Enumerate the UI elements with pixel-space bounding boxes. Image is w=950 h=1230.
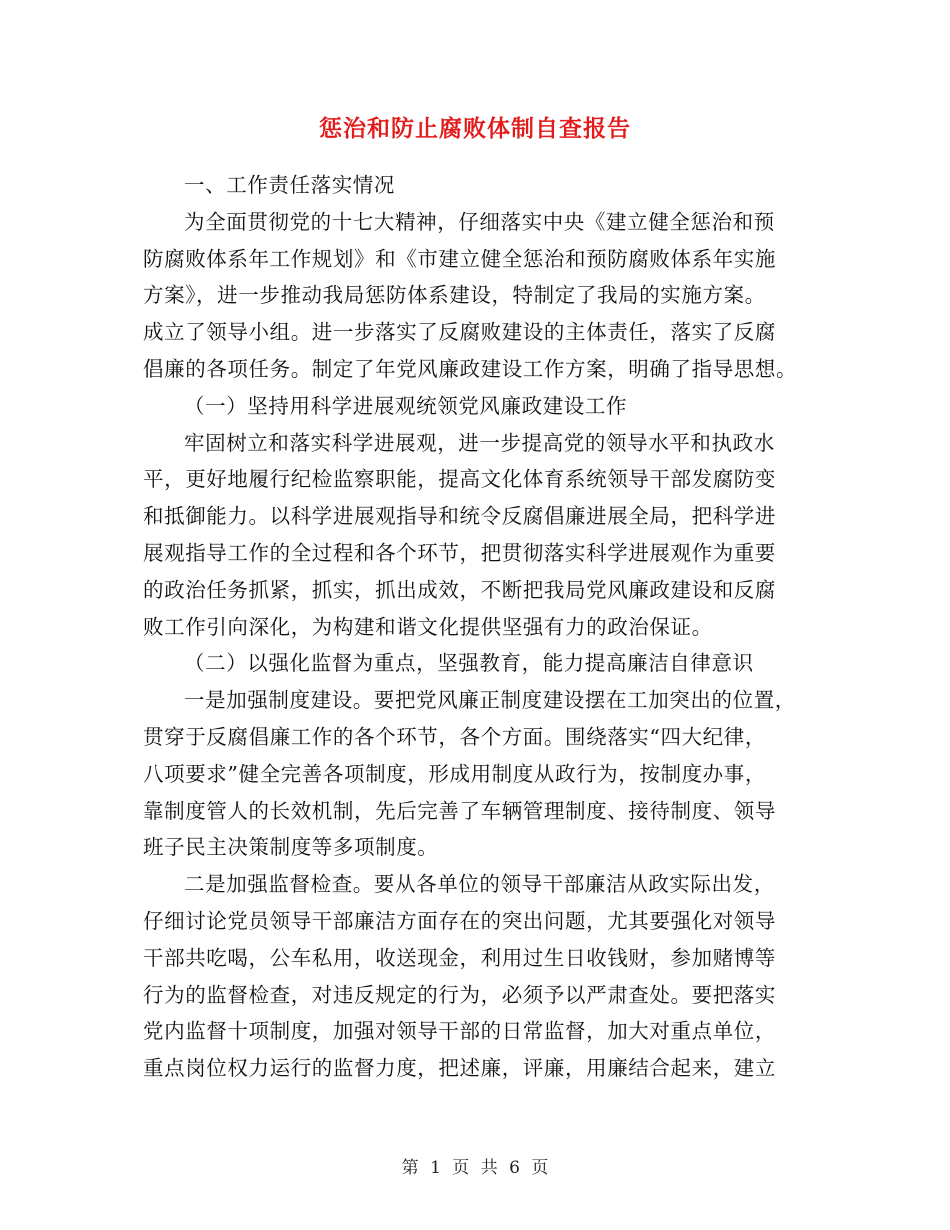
paragraph-line: 展观指导工作的全过程和各个环节，把贯彻落实科学进展观作为重要	[143, 540, 776, 565]
paragraph-line: 倡廉的各项任务。制定了年党风廉政建设工作方案，明确了指导思想。	[143, 356, 798, 381]
paragraph-line: 牢固树立和落实科学进展观，进一步提高党的领导水平和执政水	[184, 430, 775, 455]
paragraph-line: 的政治任务抓紧，抓实，抓出成效，不断把我局党风廉政建设和反腐	[143, 577, 776, 602]
document-body	[143, 167, 803, 1087]
subsection-heading: （一）坚持用科学进展观统领党风廉政建设工作	[184, 393, 628, 418]
paragraph-line: 方案》，进一步推动我局惩防体系建设，特制定了我局的实施方案。	[143, 283, 766, 308]
paragraph-line: 二是加强监督检查。要从各单位的领导干部廉洁从政实际出发，	[184, 872, 775, 897]
paragraph-line: 靠制度管人的长效机制，先后完善了车辆管理制度、接待制度、领导	[143, 798, 776, 823]
paragraph-line: 为全面贯彻党的十七大精神，仔细落实中央《建立健全惩治和预	[184, 209, 775, 234]
paragraph-line: 败工作引向深化，为构建和谐文化提供坚强有力的政治保证。	[143, 614, 713, 639]
paragraph-line: 班子民主决策制度等多项制度。	[143, 835, 439, 860]
page-footer: 第 1 页 共 6 页	[401, 1158, 549, 1178]
paragraph-line: 一是加强制度建设。要把党风廉正制度建设摆在工加突出的位置，	[184, 688, 796, 713]
paragraph-line: 防腐败体系年工作规划》和《市建立健全惩治和预防腐败体系年实施	[143, 246, 776, 271]
paragraph-line: 八项要求”健全完善各项制度，形成用制度从政行为，按制度办事，	[143, 761, 766, 786]
paragraph-line: 贯穿于反腐倡廉工作的各个环节，各个方面。围绕落实“四大纪律，	[143, 724, 766, 749]
paragraph-line: 干部共吃喝，公车私用，收送现金，利用过生日收钱财，参加赌博等	[143, 945, 776, 970]
paragraph-line: 和抵御能力。以科学进展观指导和统令反腐倡廉进展全局，把科学进	[143, 504, 776, 529]
section-heading: 一、工作责任落实情况	[184, 173, 395, 197]
subsection-heading: （二）以强化监督为重点，坚强教育，能力提高廉洁自律意识	[184, 651, 754, 676]
paragraph-line: 成立了领导小组。进一步落实了反腐败建设的主体责任，落实了反腐	[143, 320, 776, 345]
paragraph-line: 党内监督十项制度，加强对领导干部的日常监督，加大对重点单位，	[143, 1019, 776, 1044]
paragraph-line: 重点岗位权力运行的监督力度，把述廉，评廉，用廉结合起来，建立	[143, 1056, 776, 1081]
page-title: 惩治和防止腐败体制自查报告	[319, 115, 631, 142]
paragraph-line: 平，更好地履行纪检监察职能，提高文化体育系统领导干部发腐防变	[143, 467, 776, 492]
paragraph-line: 仔细讨论党员领导干部廉洁方面存在的突出问题，尤其要强化对领导	[143, 908, 776, 933]
paragraph-line: 行为的监督检查，对违反规定的行为，必须予以严肃查处。要把落实	[143, 982, 776, 1007]
